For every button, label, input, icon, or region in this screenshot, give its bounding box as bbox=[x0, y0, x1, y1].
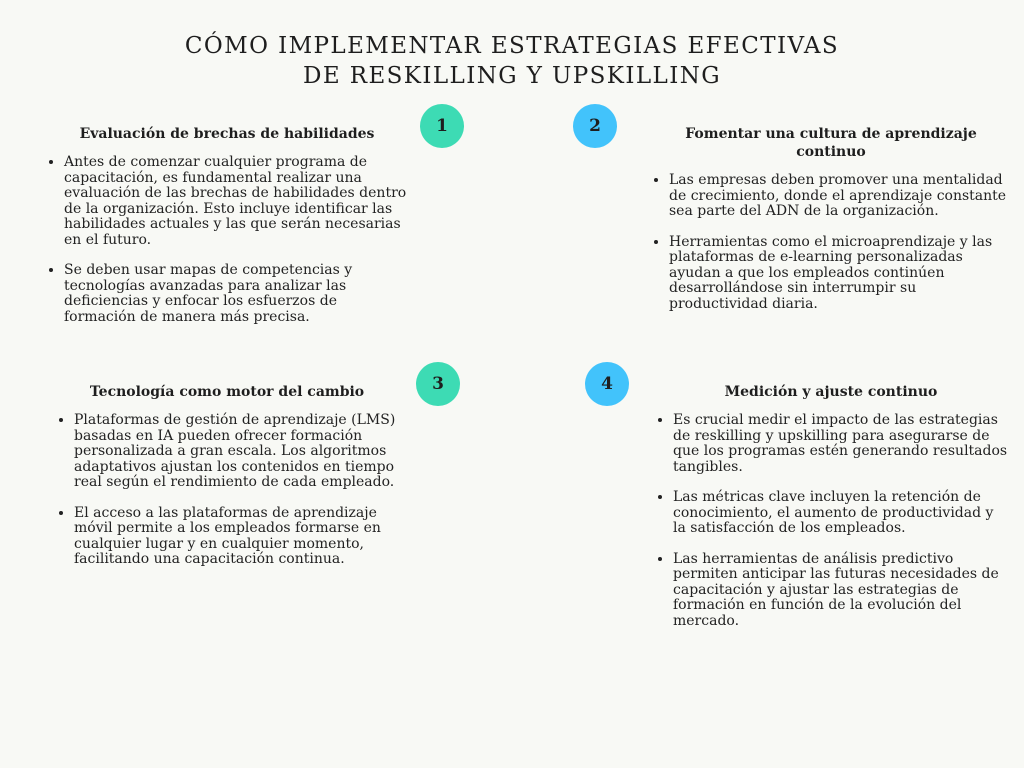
list-item: • Las métricas clave incluyen la retención de conocimiento, el aumento de productividad y la satisfacción de los empleados. bbox=[673, 490, 1009, 537]
bullet-list bbox=[54, 413, 400, 568]
section-measurement bbox=[653, 383, 1009, 644]
page-title bbox=[0, 31, 1024, 91]
list-item: • Herramientas como el microaprendizaje y las plataformas de e-learning personalizadas ayudan a que los empleados continúen desarrollándose sin interrumpir su productividad diaria. bbox=[669, 235, 1013, 313]
section-learning-culture bbox=[649, 125, 1013, 327]
step-2-badge: 2 bbox=[573, 104, 617, 148]
step-4-badge: 4 bbox=[585, 362, 629, 406]
section-heading: Medición y ajuste continuo bbox=[724, 384, 938, 400]
list-item: • El acceso a las plataformas de aprendizaje móvil permite a los empleados formarse en cualquier lugar y en cualquier momento, facilitando una capacitación continua. bbox=[74, 506, 400, 568]
bullet-list bbox=[653, 413, 1009, 629]
list-item: • Las herramientas de análisis predictivo permiten anticipar las futuras necesidades de capacitación y ajustar las estrategias de formación en función de la evolución del mercado. bbox=[673, 552, 1009, 630]
page-title-line-2: DE RESKILLING Y UPSKILLING bbox=[302, 63, 722, 90]
step-1-badge: 1 bbox=[420, 104, 464, 148]
page-title-line-1: CÓMO IMPLEMENTAR ESTRATEGIAS EFECTIVAS bbox=[184, 33, 840, 60]
bullet-list bbox=[649, 173, 1013, 312]
section-heading: Fomentar una cultura de aprendizaje continuo bbox=[685, 126, 977, 160]
section-heading: Tecnología como motor del cambio bbox=[89, 384, 365, 400]
section-technology bbox=[54, 383, 400, 583]
list-item: • Las empresas deben promover una mentalidad de crecimiento, donde el aprendizaje constante sea parte del ADN de la organización. bbox=[669, 173, 1013, 220]
section-skills-gap bbox=[44, 125, 410, 340]
list-item: • Es crucial medir el impacto de las estrategias de reskilling y upskilling para asegurarse de que los programas estén generando resultados tangibles. bbox=[673, 413, 1009, 475]
step-3-badge: 3 bbox=[416, 362, 460, 406]
list-item: • Antes de comenzar cualquier programa de capacitación, es fundamental realizar una evaluación de las brechas de habilidades dentro de la organización. Esto incluye identificar las habilidades actuales y las que serán necesarias en el futuro. bbox=[64, 155, 410, 248]
section-heading: Evaluación de brechas de habilidades bbox=[79, 126, 375, 142]
bullet-list bbox=[44, 155, 410, 325]
list-item: • Plataformas de gestión de aprendizaje (LMS) basadas en IA pueden ofrecer formación personalizada a gran escala. Los algoritmos adaptativos ajustan los contenidos en tiempo real según el rendimiento de cada empleado. bbox=[74, 413, 400, 491]
list-item: • Se deben usar mapas de competencias y tecnologías avanzadas para analizar las deficiencias y enfocar los esfuerzos de formación de manera más precisa. bbox=[64, 263, 410, 325]
